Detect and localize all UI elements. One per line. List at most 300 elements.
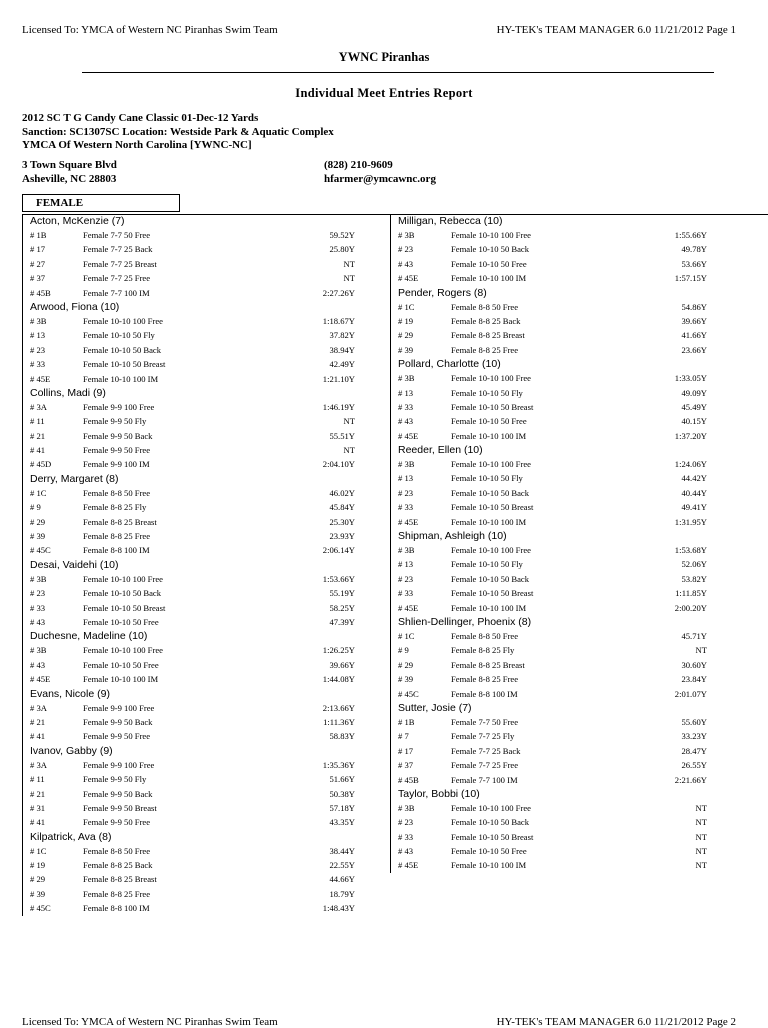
seed-time: NT	[343, 445, 355, 456]
event-description: Female 8-8 25 Free	[83, 531, 151, 542]
seed-time: 2:27.26Y	[322, 287, 355, 298]
seed-time: 1:11.36Y	[323, 716, 355, 727]
event-number: # 1C	[30, 487, 47, 498]
swimmer-name: Duchesne, Madeline (10)	[30, 630, 148, 643]
seed-time: 58.83Y	[329, 731, 355, 742]
event-number: # 45E	[30, 674, 51, 685]
seed-time: 58.25Y	[329, 602, 355, 613]
event-number: # 45C	[30, 903, 51, 914]
email-line: hfarmer@ymcawnc.org	[324, 172, 436, 185]
event-description: Female 10-10 100 Free	[83, 315, 163, 326]
event-description: Female 9-9 100 Free	[83, 401, 155, 412]
event-number: # 29	[30, 516, 46, 527]
footer-software-page-info: HY-TEK's TEAM MANAGER 6.0 11/21/2012 Page 2	[496, 1016, 736, 1028]
event-number: # 41	[30, 817, 46, 828]
seed-time: 46.02Y	[329, 487, 355, 498]
event-description: Female 9-9 100 Free	[83, 759, 155, 770]
event-number: # 45E	[398, 273, 419, 284]
entry-row	[23, 758, 389, 772]
entry-row	[23, 715, 389, 729]
entry-row	[391, 729, 715, 743]
event-number: # 11	[30, 774, 45, 785]
event-number: # 43	[398, 416, 414, 427]
event-number: # 23	[30, 588, 46, 599]
seed-time: 1:46.19Y	[322, 401, 355, 412]
phone-line: (828) 210-9609	[324, 159, 393, 171]
event-number: # 3A	[30, 702, 47, 713]
event-number: # 21	[30, 788, 46, 799]
entry-row	[391, 414, 715, 428]
seed-time: NT	[695, 846, 707, 857]
entry-row	[391, 758, 715, 772]
swimmer-name: Pollard, Charlotte (10)	[398, 358, 501, 371]
event-description: Female 10-10 100 Free	[451, 230, 531, 240]
seed-time: NT	[695, 831, 707, 842]
swimmer-name: Desai, Vaidehi (10)	[30, 558, 119, 571]
event-description: Female 10-10 50 Fly	[83, 330, 155, 341]
entry-row	[391, 300, 715, 314]
swimmer-name: Ivanov, Gabby (9)	[30, 744, 113, 757]
entry-row	[23, 872, 389, 886]
event-description: Female 10-10 50 Breast	[451, 588, 534, 599]
event-description: Female 8-8 100 IM	[83, 903, 150, 914]
entry-row	[23, 815, 389, 829]
event-number: # 23	[398, 487, 414, 498]
event-number: # 39	[398, 344, 414, 355]
event-number: # 3B	[398, 230, 415, 240]
entry-row	[391, 773, 715, 787]
event-description: Female 8-8 25 Breast	[83, 874, 157, 885]
entry-row	[391, 830, 715, 844]
seed-time: 1:33.05Y	[674, 373, 707, 384]
meet-info	[22, 112, 334, 153]
seed-time: 33.23Y	[681, 731, 707, 742]
event-number: # 3B	[398, 802, 415, 813]
seed-time: 57.18Y	[329, 802, 355, 813]
event-number: # 17	[30, 244, 46, 255]
event-description: Female 10-10 50 Back	[451, 817, 530, 828]
entry-row	[391, 572, 715, 586]
entry-row	[23, 314, 389, 328]
event-number: # 45C	[30, 545, 51, 556]
seed-time: 54.86Y	[681, 301, 707, 312]
event-number: # 3B	[398, 545, 415, 556]
entry-row	[391, 844, 715, 858]
seed-time: 22.55Y	[329, 860, 355, 871]
event-number: # 9	[398, 645, 409, 656]
entry-row	[391, 500, 715, 514]
entry-row	[23, 601, 389, 615]
event-number: # 1C	[398, 301, 415, 312]
entry-row	[391, 271, 715, 285]
entry-row	[391, 643, 715, 657]
event-description: Female 10-10 100 IM	[451, 273, 527, 284]
seed-time: 45.84Y	[329, 502, 355, 513]
seed-time: 43.35Y	[329, 817, 355, 828]
event-number: # 21	[30, 716, 46, 727]
event-description: Female 8-8 25 Fly	[451, 645, 515, 656]
swimmer-name: Evans, Nicole (9)	[30, 687, 110, 700]
event-description: Female 10-10 50 Fly	[451, 559, 523, 570]
event-description: Female 10-10 50 Free	[83, 659, 159, 670]
swimmer-name: Milligan, Rebecca (10)	[398, 215, 503, 227]
swimmer-name: Collins, Madi (9)	[30, 386, 106, 399]
swimmer-name: Shlien-Dellinger, Phoenix (8)	[398, 615, 532, 628]
event-description: Female 10-10 50 Free	[83, 616, 159, 627]
entry-row	[23, 286, 389, 300]
entry-row	[23, 429, 389, 443]
entry-row	[391, 257, 715, 271]
event-number: # 33	[30, 602, 46, 613]
event-description: Female 10-10 100 IM	[83, 373, 159, 384]
event-number: # 1B	[398, 716, 415, 727]
seed-time: 39.66Y	[329, 659, 355, 670]
entry-row	[23, 729, 389, 743]
entry-row	[391, 242, 715, 256]
event-description: Female 9-9 100 IM	[83, 459, 150, 470]
event-number: # 29	[398, 659, 414, 670]
event-number: # 27	[30, 258, 46, 269]
entry-row	[23, 858, 389, 872]
event-description: Female 10-10 100 IM	[451, 602, 527, 613]
entry-row	[391, 815, 715, 829]
event-description: Female 10-10 50 Breast	[83, 359, 166, 370]
meet-sanction-line: Sanction: SC1307SC Location: Westside Park & Aquatic Complex	[22, 125, 334, 138]
seed-time: 23.84Y	[681, 674, 707, 685]
seed-time: 1:18.67Y	[322, 315, 355, 326]
entry-row	[23, 372, 389, 386]
event-description: Female 8-8 100 IM	[451, 688, 518, 699]
entry-row	[391, 457, 715, 471]
event-description: Female 7-7 25 Fly	[451, 731, 515, 742]
seed-time: NT	[343, 273, 355, 284]
event-number: # 13	[30, 330, 46, 341]
entry-row	[23, 414, 389, 428]
entry-row	[23, 515, 389, 529]
seed-time: 50.38Y	[329, 788, 355, 799]
entry-row	[23, 615, 389, 629]
event-number: # 3B	[398, 459, 415, 470]
event-description: Female 10-10 50 Back	[451, 244, 530, 255]
seed-time: 1:11.85Y	[675, 588, 707, 599]
seed-time: NT	[695, 817, 707, 828]
event-description: Female 7-7 25 Free	[451, 760, 519, 771]
event-number: # 45C	[398, 688, 419, 699]
event-number: # 45E	[398, 860, 419, 871]
seed-time: 37.82Y	[329, 330, 355, 341]
seed-time: 49.09Y	[681, 387, 707, 398]
seed-time: 25.80Y	[329, 244, 355, 255]
seed-time: 42.49Y	[329, 359, 355, 370]
meet-name-line: 2012 SC T G Candy Cane Classic 01-Dec-12 Yards	[22, 112, 259, 124]
entry-row	[391, 343, 715, 357]
entry-row	[391, 557, 715, 571]
entry-row	[23, 443, 389, 457]
event-number: # 37	[30, 273, 46, 284]
event-description: Female 10-10 50 Fly	[451, 473, 523, 484]
entry-row	[391, 543, 715, 557]
left-column	[22, 214, 389, 916]
event-number: # 45E	[398, 516, 419, 527]
entry-row	[23, 242, 389, 256]
event-description: Female 7-7 50 Free	[451, 716, 519, 727]
event-description: Female 8-8 50 Free	[451, 301, 519, 312]
seed-time: NT	[695, 645, 707, 656]
event-description: Female 9-9 100 Free	[83, 702, 155, 713]
entry-row	[391, 429, 715, 443]
seed-time: 40.44Y	[681, 487, 707, 498]
seed-time: 30.60Y	[681, 659, 707, 670]
seed-time: 45.49Y	[681, 401, 707, 412]
entry-row	[23, 343, 389, 357]
entry-row	[23, 457, 389, 471]
entry-row	[391, 586, 715, 600]
event-description: Female 10-10 50 Free	[451, 416, 527, 427]
event-description: Female 10-10 100 Free	[451, 373, 531, 384]
entry-row	[391, 515, 715, 529]
entry-row	[23, 328, 389, 342]
event-description: Female 8-8 25 Breast	[83, 516, 157, 527]
event-number: # 43	[30, 659, 46, 670]
team-contact	[324, 159, 436, 186]
event-description: Female 7-7 25 Breast	[83, 258, 157, 269]
entry-row	[23, 543, 389, 557]
event-number: # 13	[398, 559, 414, 570]
seed-time: 1:21.10Y	[322, 373, 355, 384]
event-description: Female 9-9 50 Back	[83, 430, 153, 441]
entry-row	[391, 471, 715, 485]
seed-time: 25.30Y	[329, 516, 355, 527]
event-number: # 29	[30, 874, 46, 885]
entry-row	[391, 801, 715, 815]
entry-row	[391, 658, 715, 672]
seed-time: 23.93Y	[329, 531, 355, 542]
seed-time: 2:13.66Y	[322, 702, 355, 713]
event-description: Female 10-10 100 IM	[451, 516, 527, 527]
seed-time: 2:06.14Y	[322, 545, 355, 556]
seed-time: 53.66Y	[681, 258, 707, 269]
seed-time: 51.66Y	[329, 774, 355, 785]
seed-time: 2:04.10Y	[322, 459, 355, 470]
event-description: Female 9-9 50 Free	[83, 731, 151, 742]
entry-row	[391, 858, 715, 872]
entry-row	[23, 400, 389, 414]
event-description: Female 7-7 25 Free	[83, 273, 151, 284]
entry-row	[391, 328, 715, 342]
event-number: # 3B	[30, 573, 47, 584]
event-description: Female 8-8 50 Free	[83, 845, 151, 856]
event-number: # 41	[30, 731, 46, 742]
page-header	[22, 24, 736, 36]
seed-time: 55.60Y	[681, 716, 707, 727]
event-number: # 1B	[30, 230, 47, 240]
event-description: Female 8-8 25 Back	[83, 860, 153, 871]
event-number: # 13	[398, 473, 414, 484]
event-number: # 3B	[30, 315, 47, 326]
event-description: Female 10-10 50 Breast	[451, 502, 534, 513]
entry-row	[391, 601, 715, 615]
seed-time: 1:55.66Y	[674, 230, 707, 240]
event-number: # 45E	[398, 430, 419, 441]
event-description: Female 10-10 50 Fly	[451, 387, 523, 398]
seed-time: NT	[695, 802, 707, 813]
seed-time: 49.41Y	[681, 502, 707, 513]
entry-row	[23, 844, 389, 858]
seed-time: 44.42Y	[681, 473, 707, 484]
right-column	[390, 214, 715, 873]
event-number: # 39	[30, 888, 46, 899]
seed-time: 2:21.66Y	[674, 774, 707, 785]
seed-time: 1:53.66Y	[322, 573, 355, 584]
event-description: Female 8-8 25 Breast	[451, 659, 525, 670]
event-description: Female 8-8 25 Fly	[83, 502, 147, 513]
entry-row	[391, 687, 715, 701]
event-number: # 33	[398, 401, 414, 412]
event-description: Female 7-7 25 Back	[83, 244, 153, 255]
seed-time: 18.79Y	[329, 888, 355, 899]
swimmer-name: Kilpatrick, Ava (8)	[30, 830, 112, 843]
event-number: # 11	[30, 416, 45, 427]
event-number: # 39	[30, 531, 46, 542]
event-number: # 31	[30, 802, 46, 813]
event-number: # 43	[398, 846, 414, 857]
seed-time: 1:44.08Y	[322, 674, 355, 685]
event-number: # 33	[30, 359, 46, 370]
event-number: # 45B	[30, 287, 51, 298]
entry-row	[23, 572, 389, 586]
swimmer-name: Sutter, Josie (7)	[398, 701, 472, 714]
seed-time: 38.44Y	[329, 845, 355, 856]
seed-time: 47.39Y	[329, 616, 355, 627]
seed-time: 52.06Y	[681, 559, 707, 570]
event-number: # 1C	[398, 630, 415, 641]
event-description: Female 8-8 25 Free	[451, 674, 519, 685]
seed-time: 41.66Y	[681, 330, 707, 341]
event-description: Female 10-10 100 Free	[451, 459, 531, 470]
entry-row	[391, 672, 715, 686]
seed-time: 1:24.06Y	[674, 459, 707, 470]
event-description: Female 7-7 25 Back	[451, 745, 521, 756]
event-number: # 39	[398, 674, 414, 685]
page-footer	[22, 1016, 736, 1028]
event-description: Female 10-10 100 IM	[451, 430, 527, 441]
event-description: Female 10-10 50 Back	[83, 588, 162, 599]
event-number: # 23	[398, 817, 414, 828]
event-number: # 37	[398, 760, 414, 771]
event-number: # 23	[398, 244, 414, 255]
event-description: Female 10-10 100 Free	[451, 545, 531, 556]
swimmer-name: Pender, Rogers (8)	[398, 286, 487, 299]
seed-time: 55.51Y	[329, 430, 355, 441]
event-description: Female 9-9 50 Back	[83, 788, 153, 799]
entry-row	[391, 371, 715, 385]
event-description: Female 8-8 25 Back	[451, 315, 521, 326]
entry-row	[23, 586, 389, 600]
event-description: Female 8-8 25 Breast	[451, 330, 525, 341]
swimmer-name: Shipman, Ashleigh (10)	[398, 530, 507, 543]
report-title: Individual Meet Entries Report	[295, 86, 473, 100]
entry-row	[23, 658, 389, 672]
city-line: Asheville, NC 28803	[22, 172, 117, 185]
entry-row	[23, 643, 389, 657]
event-description: Female 7-7 50 Free	[83, 230, 151, 240]
event-number: # 3A	[30, 759, 47, 770]
footer-license-text: Licensed To: YMCA of Western NC Piranhas Swim Team	[22, 1016, 278, 1028]
event-number: # 41	[30, 445, 46, 456]
event-number: # 1C	[30, 845, 47, 856]
event-number: # 3A	[30, 401, 47, 412]
entry-row	[23, 887, 389, 901]
event-number: # 43	[30, 616, 46, 627]
seed-time: 55.19Y	[329, 588, 355, 599]
event-number: # 33	[398, 588, 414, 599]
entry-row	[391, 386, 715, 400]
license-text: Licensed To: YMCA of Western NC Piranhas Swim Team	[22, 24, 278, 36]
event-description: Female 8-8 25 Free	[451, 344, 519, 355]
event-description: Female 7-7 100 IM	[451, 774, 518, 785]
seed-time: 1:31.95Y	[674, 516, 707, 527]
entry-row	[23, 529, 389, 543]
event-description: Female 10-10 50 Free	[451, 846, 527, 857]
event-description: Female 10-10 50 Back	[451, 573, 530, 584]
entry-row	[23, 787, 389, 801]
event-description: Female 8-8 25 Free	[83, 888, 151, 899]
event-description: Female 9-9 50 Free	[83, 817, 151, 828]
seed-time: 26.55Y	[681, 760, 707, 771]
entry-row	[391, 400, 715, 414]
seed-time: 1:53.68Y	[674, 545, 707, 556]
entry-row	[391, 228, 715, 242]
entry-row	[23, 271, 389, 285]
entry-row	[23, 901, 389, 915]
seed-time: NT	[695, 860, 707, 871]
event-number: # 29	[398, 330, 414, 341]
event-description: Female 9-9 50 Fly	[83, 416, 147, 427]
entry-row	[23, 257, 389, 271]
entry-row	[391, 314, 715, 328]
team-title: YWNC Piranhas	[338, 50, 430, 64]
seed-time: 45.71Y	[681, 630, 707, 641]
event-number: # 45E	[30, 373, 51, 384]
seed-time: NT	[343, 258, 355, 269]
swimmer-name: Taylor, Bobbi (10)	[398, 787, 480, 800]
event-description: Female 10-10 50 Breast	[451, 401, 534, 412]
event-description: Female 8-8 100 IM	[83, 545, 150, 556]
event-number: # 3B	[30, 645, 47, 656]
event-number: # 3B	[398, 373, 415, 384]
seed-time: 1:37.20Y	[674, 430, 707, 441]
entry-row	[23, 672, 389, 686]
seed-time: 1:35.36Y	[322, 759, 355, 770]
entry-row	[391, 715, 715, 729]
event-description: Female 10-10 100 IM	[451, 860, 527, 871]
event-description: Female 9-9 50 Fly	[83, 774, 147, 785]
title-divider	[82, 72, 714, 73]
event-description: Female 10-10 100 Free	[451, 802, 531, 813]
event-description: Female 10-10 100 Free	[83, 573, 163, 584]
event-number: # 43	[398, 258, 414, 269]
seed-time: 40.15Y	[681, 416, 707, 427]
team-address	[22, 159, 117, 186]
section-label-female: FEMALE	[22, 194, 180, 212]
event-number: # 45B	[398, 774, 419, 785]
entry-row	[23, 500, 389, 514]
seed-time: 59.52Y	[329, 230, 355, 240]
event-number: # 33	[398, 831, 414, 842]
entry-row	[23, 801, 389, 815]
event-description: Female 10-10 50 Breast	[83, 602, 166, 613]
event-number: # 23	[30, 344, 46, 355]
